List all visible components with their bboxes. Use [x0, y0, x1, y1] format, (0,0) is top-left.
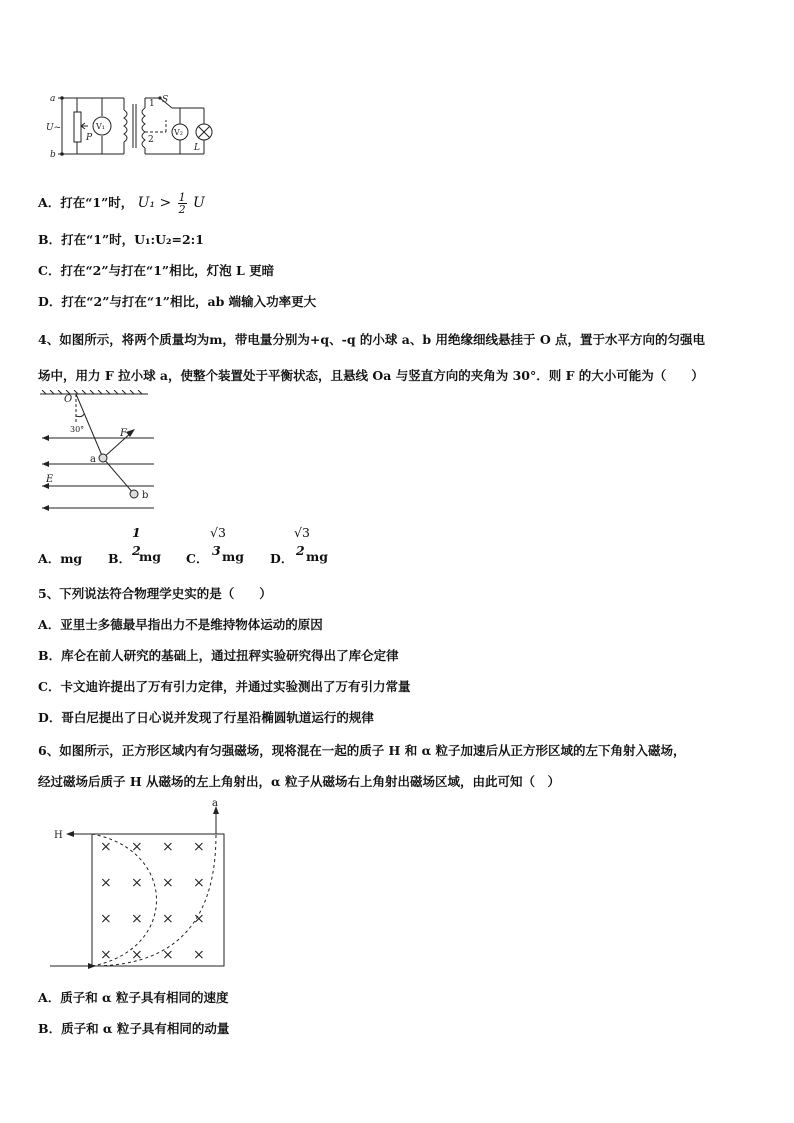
fraction-denominator: 2 — [178, 203, 186, 216]
cross-mark: × — [131, 839, 143, 855]
q3-option-a-u1: U₁ > — [137, 195, 172, 211]
q4-option-b-denominator: 2 — [132, 543, 141, 558]
lamp-l-label: L — [194, 143, 200, 153]
q4-option-c-denominator: 3 — [212, 543, 221, 558]
q4-stem-line-1: 4、如图所示，将两个质量均为m，带电量分别为+q、-q 的小球 a、b 用绝缘细线悬挂于 O 点，置于水平方向的匀强电 — [38, 332, 706, 347]
q3-option-c: C．打在“2”与打在“1”相比，灯泡 L 更暗 — [38, 263, 275, 278]
cross-mark: × — [162, 947, 174, 963]
q4-option-c-numerator: √3 — [210, 525, 226, 540]
proton-h-label: H — [54, 830, 63, 841]
q5-option-b: B．库仑在前人研究的基础上，通过扭秤实验研究得出了库仑定律 — [38, 648, 399, 663]
terminal-a-label: a — [50, 94, 56, 104]
ball-a-label: a — [90, 454, 96, 465]
q3-option-a-u: U — [192, 195, 205, 211]
cross-mark: × — [131, 947, 143, 963]
cross-mark: × — [100, 875, 112, 891]
q3-option-a-text: A．打在“1”时， — [38, 195, 134, 210]
tap-1-label: 1 — [149, 99, 155, 109]
slider-p-label: P — [86, 133, 93, 143]
q6-option-b: B．质子和 α 粒子具有相同的动量 — [38, 1021, 230, 1036]
alpha-a-label: a — [212, 800, 218, 809]
cross-mark: × — [193, 947, 205, 963]
q6-stem-line-2: 经过磁场后质子 H 从磁场的左上角射出，α 粒子从磁场右上角射出磁场区域，由此可知（ ） — [38, 774, 560, 789]
cross-mark: × — [193, 911, 205, 927]
q5-option-c: C．卡文迪许提出了万有引力定律，并通过实验测出了万有引力常量 — [38, 679, 411, 694]
q4-option-d-suffix: mg — [306, 549, 328, 564]
force-f-label: F — [120, 428, 127, 439]
voltmeter-1-label: V₁ — [96, 122, 105, 131]
q4-option-d-numerator: √3 — [294, 525, 310, 540]
q4-option-c-suffix: mg — [222, 549, 244, 564]
cross-mark: × — [162, 911, 174, 927]
q4-option-d-denominator: 2 — [296, 543, 305, 558]
field-e-label: E — [46, 474, 54, 485]
fraction-numerator: 1 — [178, 191, 186, 204]
charged-balls-field-figure — [38, 390, 158, 512]
cross-mark: × — [131, 875, 143, 891]
cross-mark: × — [100, 947, 112, 963]
q4-option-a: A．mg — [38, 551, 83, 566]
angle-30-label: 30° — [70, 425, 85, 434]
q3-option-a — [38, 192, 205, 215]
q5-stem: 5、下列说法符合物理学史实的是（ ） — [38, 586, 272, 601]
q4-option-b-prefix: B． — [108, 551, 132, 566]
cross-mark: × — [193, 875, 205, 891]
q5-option-d: D．哥白尼提出了日心说并发现了行星沿椭圆轨道运行的规律 — [38, 710, 374, 725]
q4-option-d-prefix: D． — [270, 551, 294, 566]
terminal-b-label: b — [50, 150, 56, 160]
switch-s-label: S — [162, 95, 169, 105]
ball-b-label: b — [142, 490, 149, 501]
cross-mark: × — [193, 839, 205, 855]
q3-option-b: B．打在“1”时，U₁:U₂=2:1 — [38, 232, 204, 247]
transformer-circuit-figure — [44, 90, 214, 162]
tap-2-label: 2 — [148, 135, 154, 145]
q4-option-b-suffix: mg — [139, 549, 161, 564]
voltmeter-2-label: V₂ — [174, 128, 183, 137]
cross-mark: × — [131, 911, 143, 927]
q4-option-c-prefix: C． — [186, 551, 209, 566]
q3-option-a-fraction — [178, 192, 187, 215]
q5-option-a: A．亚里士多德最早指出力不是维持物体运动的原因 — [38, 617, 323, 632]
q6-stem-line-1: 6、如图所示，正方形区域内有匀强磁场，现将混在一起的质子 H 和 α 粒子加速后从正方形区域的左下角射入磁场， — [38, 743, 686, 758]
q3-option-d: D．打在“2”与打在“1”相比，ab 端输入功率更大 — [38, 294, 317, 309]
cross-mark: × — [162, 839, 174, 855]
q4-option-b-numerator: 1 — [132, 525, 141, 540]
point-o-label: O — [64, 394, 73, 405]
q6-option-a: A．质子和 α 粒子具有相同的速度 — [38, 990, 229, 1005]
field-cross-marks — [100, 839, 205, 963]
cross-mark: × — [162, 875, 174, 891]
source-voltage-label: U~ — [46, 123, 62, 133]
q4-stem-line-2: 场中，用力 F 拉小球 a，使整个装置处于平衡状态，且悬线 Oa 与竖直方向的夹角为 30°．则 F 的大小可能为（ ） — [38, 368, 704, 383]
cross-mark: × — [100, 839, 112, 855]
cross-mark: × — [100, 911, 112, 927]
magnetic-field-square-figure — [46, 800, 236, 972]
